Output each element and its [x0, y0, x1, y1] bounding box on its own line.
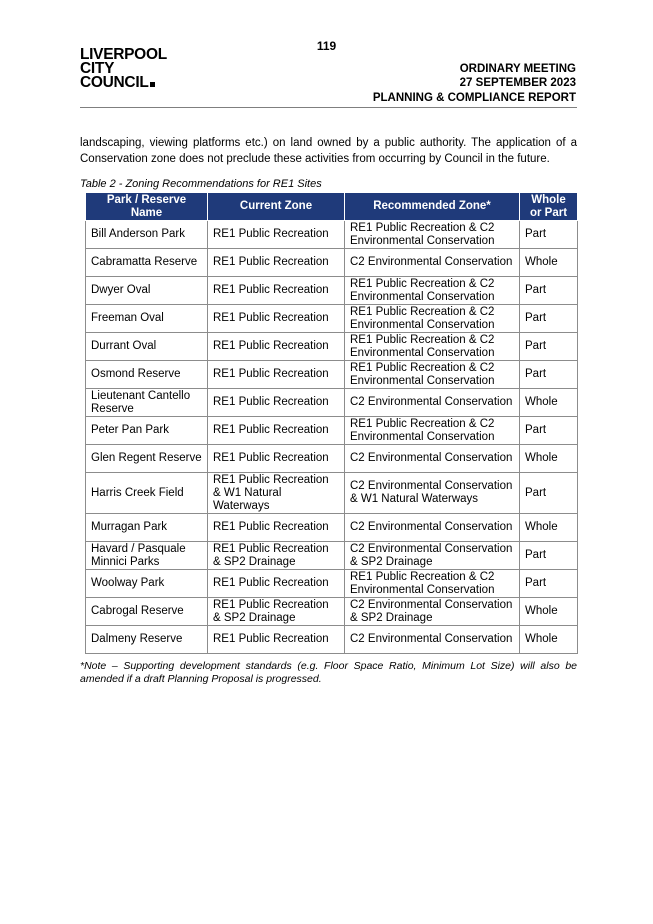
whole-or-part: Whole [520, 598, 578, 626]
logo-dot-icon [150, 82, 155, 87]
recommended-zone: C2 Environmental Conservation [345, 445, 520, 473]
current-zone: RE1 Public Recreation [208, 249, 345, 277]
recommended-zone: C2 Environmental Conservation [345, 389, 520, 417]
recommended-zone: RE1 Public Recreation & C2 Environmental Conservation [345, 277, 520, 305]
intro-paragraph: landscaping, viewing platforms etc.) on land owned by a public authority. The application of a Conservation zone does not preclude these activities from occurring by Council in the future. [80, 137, 577, 165]
header-park-name: Park / Reserve Name [86, 193, 208, 221]
park-name: Osmond Reserve [86, 361, 208, 389]
table-row [86, 277, 578, 305]
header-whole-or-part: Whole or Part [520, 193, 578, 221]
council-logo [80, 48, 167, 90]
park-name: Glen Regent Reserve [86, 445, 208, 473]
recommended-zone: RE1 Public Recreation & C2 Environmental Conservation [345, 570, 520, 598]
current-zone: RE1 Public Recreation [208, 445, 345, 473]
header-divider [80, 107, 577, 108]
recommended-zone: RE1 Public Recreation & C2 Environmental Conservation [345, 417, 520, 445]
whole-or-part: Part [520, 277, 578, 305]
header-current-zone: Current Zone [208, 193, 345, 221]
table-row [86, 221, 578, 249]
park-name: Bill Anderson Park [86, 221, 208, 249]
table-row [86, 473, 578, 514]
recommended-zone: C2 Environmental Conservation [345, 514, 520, 542]
meeting-title: ORDINARY MEETING [459, 63, 576, 75]
whole-or-part: Whole [520, 626, 578, 654]
table-row [86, 626, 578, 654]
table-row [86, 333, 578, 361]
meeting-date: 27 SEPTEMBER 2023 [459, 77, 576, 89]
report-title: PLANNING & COMPLIANCE REPORT [372, 92, 576, 104]
table-row [86, 249, 578, 277]
current-zone: RE1 Public Recreation [208, 514, 345, 542]
current-zone: RE1 Public Recreation & W1 Natural Waterways [208, 473, 345, 514]
park-name: Dalmeny Reserve [86, 626, 208, 654]
whole-or-part: Part [520, 417, 578, 445]
table-row [86, 361, 578, 389]
recommended-zone: RE1 Public Recreation & C2 Environmental Conservation [345, 361, 520, 389]
park-name: Harris Creek Field [86, 473, 208, 514]
whole-or-part: Part [520, 542, 578, 570]
recommended-zone: C2 Environmental Conservation & W1 Natural Waterways [345, 473, 520, 514]
current-zone: RE1 Public Recreation [208, 626, 345, 654]
whole-or-part: Whole [520, 389, 578, 417]
park-name: Cabrogal Reserve [86, 598, 208, 626]
park-name: Freeman Oval [86, 305, 208, 333]
meeting-info [460, 62, 576, 90]
whole-or-part: Part [520, 305, 578, 333]
park-name: Durrant Oval [86, 333, 208, 361]
park-name: Cabramatta Reserve [86, 249, 208, 277]
table-row [86, 570, 578, 598]
whole-or-part: Part [520, 221, 578, 249]
park-name: Woolway Park [86, 570, 208, 598]
park-name: Dwyer Oval [86, 277, 208, 305]
current-zone: RE1 Public Recreation [208, 221, 345, 249]
park-name: Peter Pan Park [86, 417, 208, 445]
current-zone: RE1 Public Recreation [208, 277, 345, 305]
current-zone: RE1 Public Recreation [208, 333, 345, 361]
park-name: Murragan Park [86, 514, 208, 542]
whole-or-part: Part [520, 333, 578, 361]
whole-or-part: Part [520, 473, 578, 514]
whole-or-part: Part [520, 570, 578, 598]
table-row [86, 514, 578, 542]
current-zone: RE1 Public Recreation & SP2 Drainage [208, 542, 345, 570]
current-zone: RE1 Public Recreation [208, 361, 345, 389]
current-zone: RE1 Public Recreation [208, 570, 345, 598]
recommended-zone: C2 Environmental Conservation [345, 249, 520, 277]
table-row [86, 542, 578, 570]
logo-line-3: COUNCIL [80, 74, 149, 91]
whole-or-part: Whole [520, 249, 578, 277]
whole-or-part: Part [520, 361, 578, 389]
logo-line-2: CITY [80, 60, 115, 77]
table-row [86, 305, 578, 333]
current-zone: RE1 Public Recreation & SP2 Drainage [208, 598, 345, 626]
recommended-zone: C2 Environmental Conservation [345, 626, 520, 654]
logo-line-1: LIVERPOOL [80, 46, 167, 63]
recommended-zone: RE1 Public Recreation & C2 Environmental Conservation [345, 221, 520, 249]
current-zone: RE1 Public Recreation [208, 305, 345, 333]
whole-or-part: Whole [520, 445, 578, 473]
table-caption: Table 2 - Zoning Recommendations for RE1 Sites [80, 178, 322, 190]
table-footnote: *Note – Supporting development standards (e.g. Floor Space Ratio, Minimum Lot Size) will also be amended if a draft Planning Proposal is progressed. [80, 660, 577, 685]
header-recommended-zone: Recommended Zone* [345, 193, 520, 221]
recommended-zone: RE1 Public Recreation & C2 Environmental Conservation [345, 333, 520, 361]
current-zone: RE1 Public Recreation [208, 417, 345, 445]
recommended-zone: C2 Environmental Conservation & SP2 Drainage [345, 598, 520, 626]
table-row [86, 417, 578, 445]
table-row [86, 598, 578, 626]
table-header-row [86, 193, 578, 221]
whole-or-part: Whole [520, 514, 578, 542]
page-number: 119 [316, 39, 337, 53]
recommended-zone: RE1 Public Recreation & C2 Environmental Conservation [345, 305, 520, 333]
park-name: Havard / Pasquale Minnici Parks [86, 542, 208, 570]
table-row [86, 389, 578, 417]
park-name: Lieutenant Cantello Reserve [86, 389, 208, 417]
zoning-table [85, 192, 578, 654]
current-zone: RE1 Public Recreation [208, 389, 345, 417]
recommended-zone: C2 Environmental Conservation & SP2 Drainage [345, 542, 520, 570]
table-row [86, 445, 578, 473]
